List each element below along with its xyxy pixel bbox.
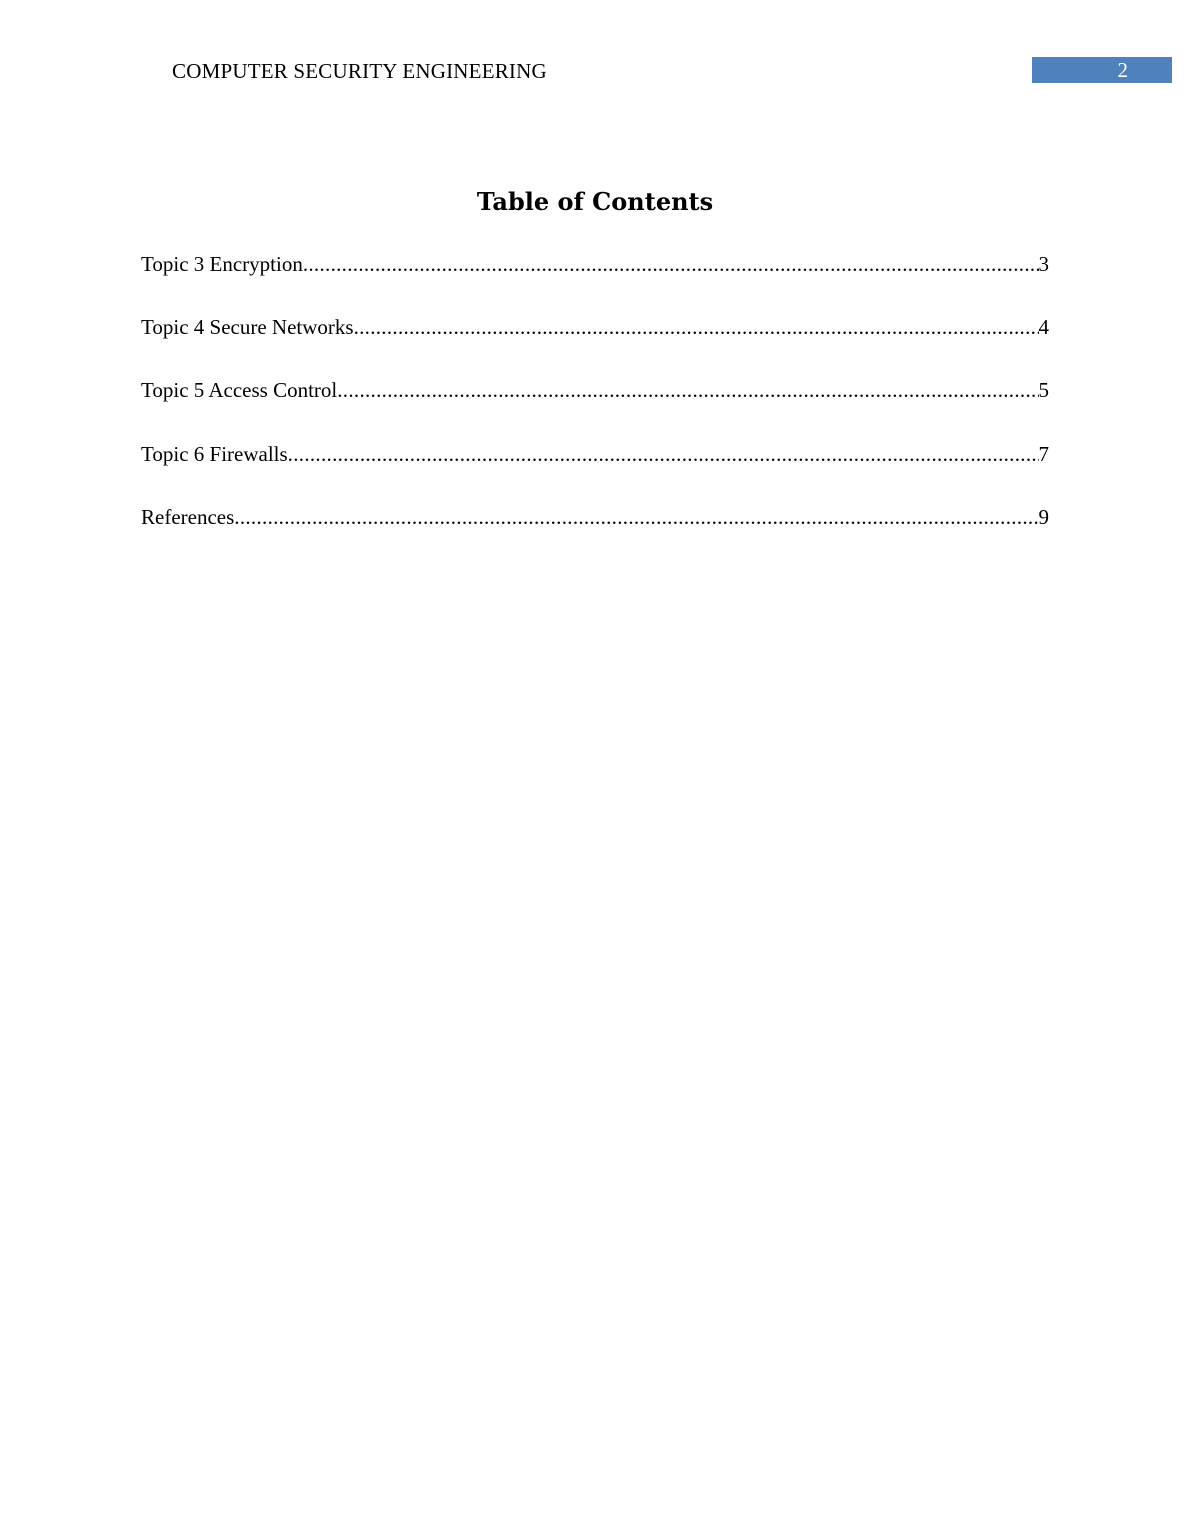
toc-dot-leader <box>234 503 1038 531</box>
toc-entry-encryption[interactable] <box>141 250 1049 313</box>
toc-entry-access-control[interactable] <box>141 376 1049 439</box>
toc-entry-page: 3 <box>1038 252 1049 276</box>
toc-entry-references[interactable] <box>141 503 1049 566</box>
toc-entry-page: 7 <box>1038 441 1049 466</box>
toc-dot-leader <box>354 313 1039 341</box>
toc-entry-label: Topic 5 Access Control <box>141 378 338 403</box>
toc-dot-leader <box>288 440 1039 468</box>
toc-entry-label: Topic 3 Encryption <box>141 252 303 276</box>
toc-entry-firewalls[interactable] <box>141 440 1049 503</box>
toc-entry-page: 4 <box>1038 315 1049 340</box>
toc-list <box>141 250 1049 566</box>
toc-dot-leader <box>303 250 1039 278</box>
toc-entry-label: Topic 4 Secure Networks <box>141 315 354 340</box>
toc-dot-leader <box>337 376 1038 404</box>
running-head: COMPUTER SECURITY ENGINEERING <box>172 59 547 83</box>
toc-entry-label: Topic 6 Firewalls <box>141 441 288 466</box>
toc-entry-label: References <box>141 504 235 529</box>
toc-title: Table of Contents <box>476 187 714 216</box>
page-number: 2 <box>1032 57 1172 83</box>
toc-entry-page: 5 <box>1038 378 1049 403</box>
toc-entry-secure-networks[interactable] <box>141 313 1049 376</box>
toc-entry-page: 9 <box>1038 504 1049 529</box>
